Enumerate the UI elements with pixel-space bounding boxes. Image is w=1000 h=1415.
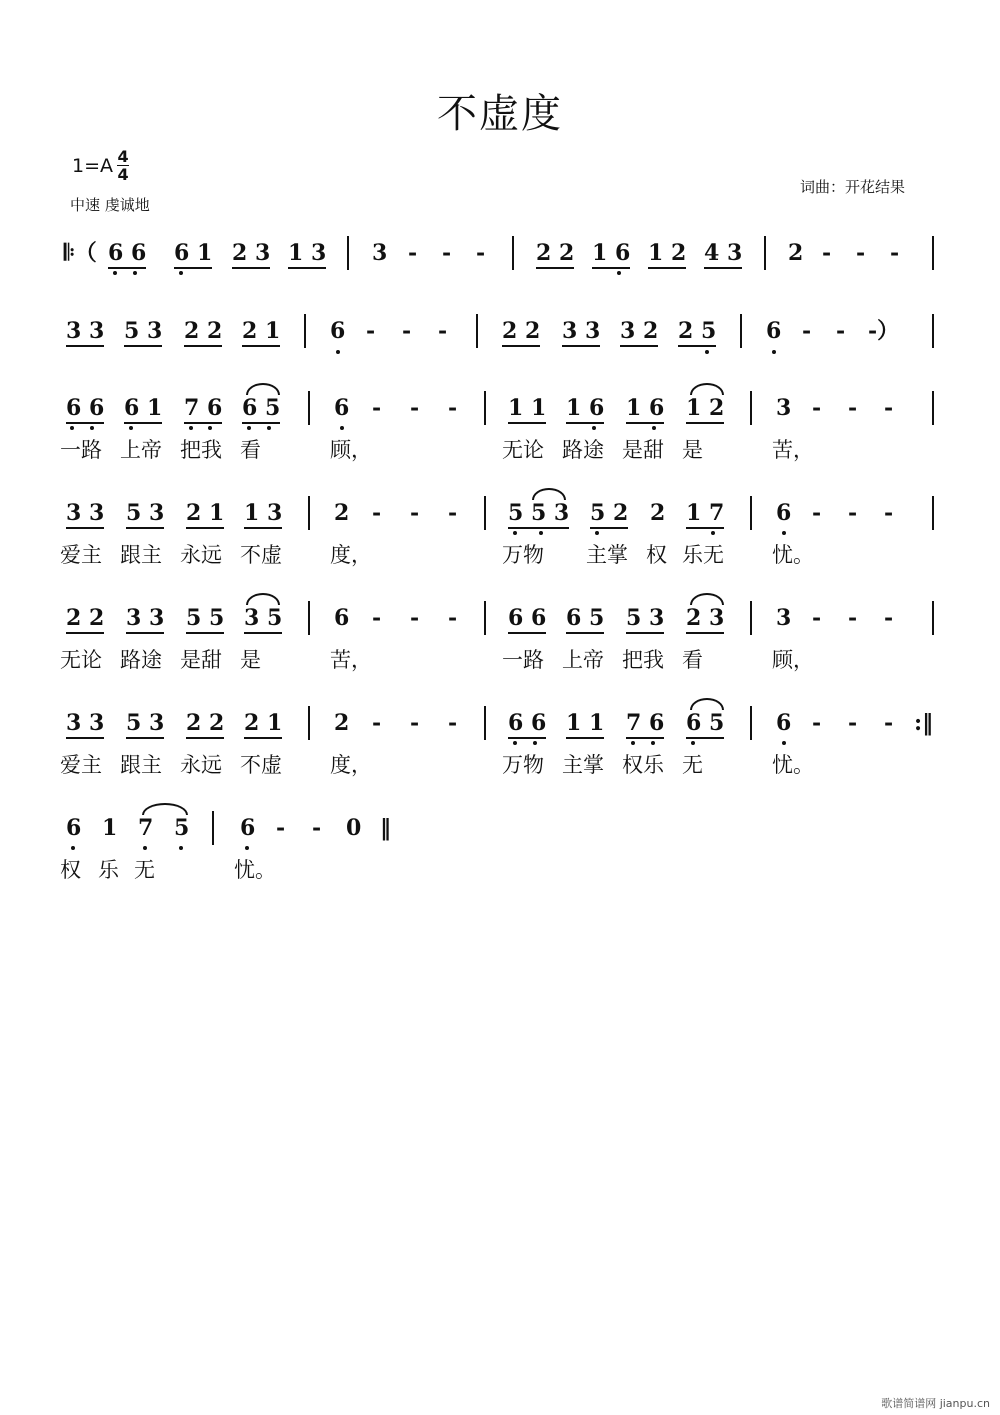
note-group: 3 3: [66, 710, 104, 739]
slur: [690, 698, 724, 710]
note-group: 1 6: [626, 395, 664, 424]
low-octave-dot: [513, 531, 517, 535]
note-group: 5 3: [126, 500, 164, 529]
lyric: 是: [240, 648, 261, 672]
dash: -: [884, 605, 894, 631]
dash: -: [276, 815, 286, 841]
slur: [690, 383, 724, 395]
lyric: 是: [682, 438, 703, 462]
note: 5: [174, 815, 190, 841]
note: 6: [776, 500, 792, 526]
note: 2: [650, 500, 666, 526]
dash: -: [802, 318, 812, 344]
note-group: 2 2: [502, 318, 540, 347]
dash: -: [312, 815, 322, 841]
key-label: 1=A: [72, 154, 114, 177]
time-signature-bottom: 4: [117, 165, 129, 184]
note-group: 1 2: [686, 395, 724, 424]
low-octave-dot: [617, 271, 621, 275]
slur: [142, 803, 188, 815]
note-group: 6 5: [686, 710, 724, 739]
note-group: 3 3: [66, 318, 104, 347]
note-group: 2 2: [536, 240, 574, 269]
low-octave-dot: [267, 426, 271, 430]
note-group: 2 2: [186, 710, 224, 739]
note-group: 5 5: [186, 605, 224, 634]
note-group: 6 5: [242, 395, 280, 424]
dash: -: [848, 710, 858, 736]
note-group: 7 6: [626, 710, 664, 739]
bar-line: [750, 391, 752, 425]
dash: -: [410, 605, 420, 631]
lyric: 不虚: [240, 753, 282, 777]
dash: -: [448, 710, 458, 736]
note: 6: [240, 815, 256, 841]
slur: [690, 593, 724, 605]
note: 7: [138, 815, 154, 841]
low-octave-dot: [336, 350, 340, 354]
note-group: 5 3: [126, 710, 164, 739]
bar-line: [932, 236, 934, 270]
note-group: 2 3: [686, 605, 724, 634]
lyric: 是甜: [180, 648, 222, 672]
low-octave-dot: [340, 426, 344, 430]
lyric: 万物: [502, 543, 544, 567]
dash: -: [476, 240, 486, 266]
note-group: 3 2: [620, 318, 658, 347]
dash: -: [372, 710, 382, 736]
dash: -: [812, 395, 822, 421]
slur: [246, 383, 280, 395]
note: 6: [334, 395, 350, 421]
note-group: 2 1: [242, 318, 280, 347]
lyric: 顾，: [330, 438, 372, 462]
note-group: 5 3: [626, 605, 664, 634]
watermark: 歌谱简谱网 jianpu.cn: [881, 1397, 990, 1410]
lyric: 把我: [622, 648, 664, 672]
bar-line: [932, 314, 934, 348]
rest: 0: [346, 815, 362, 841]
lyric: 一路: [60, 438, 102, 462]
repeat-start: 𝄆（: [64, 240, 97, 266]
low-octave-dot: [595, 531, 599, 535]
song-title: 不虚度: [437, 91, 563, 137]
dash: -: [448, 500, 458, 526]
tempo-marking: 中速 虔诚地: [70, 196, 150, 214]
dash: -: [448, 605, 458, 631]
bar-line: [308, 496, 310, 530]
dash-close-paren: -）: [868, 318, 900, 344]
dash: -: [836, 318, 846, 344]
note-group: 5 3: [124, 318, 162, 347]
low-octave-dot: [133, 271, 137, 275]
note-group: 2 2: [184, 318, 222, 347]
lyric: 乐无: [682, 543, 724, 567]
bar-line: [484, 496, 486, 530]
lyric: 永远: [180, 753, 222, 777]
lyric: 权乐: [622, 753, 664, 777]
lyric: 路途: [120, 648, 162, 672]
lyric: 主掌: [562, 753, 604, 777]
lyric: 把我: [180, 438, 222, 462]
lyric: 主掌: [586, 543, 628, 567]
lyric: 忧。: [772, 543, 814, 567]
lyric: 度，: [330, 543, 372, 567]
note-group: 2 1: [244, 710, 282, 739]
lyric: 忧。: [772, 753, 814, 777]
low-octave-dot: [90, 426, 94, 430]
bar-line: [304, 314, 306, 348]
time-signature: [117, 148, 129, 183]
note-group: 5 5 3: [508, 500, 569, 529]
note: 6: [766, 318, 782, 344]
lyric: 度，: [330, 753, 372, 777]
note-group: 6 1: [174, 240, 212, 269]
time-signature-top: 4: [117, 147, 129, 166]
note: 3: [776, 605, 792, 631]
low-octave-dot: [592, 426, 596, 430]
lyric: 上帝: [562, 648, 604, 672]
dash: -: [402, 318, 412, 344]
dash: -: [366, 318, 376, 344]
low-octave-dot: [782, 531, 786, 535]
note-group: 2 2: [66, 605, 104, 634]
note: 6: [334, 605, 350, 631]
low-octave-dot: [71, 846, 75, 850]
bar-line: [476, 314, 478, 348]
low-octave-dot: [208, 426, 212, 430]
low-octave-dot: [143, 846, 147, 850]
lyric: 权: [60, 858, 81, 882]
note-group: 6 6: [508, 710, 546, 739]
lyric: 苦，: [772, 438, 814, 462]
low-octave-dot: [652, 426, 656, 430]
dash: -: [410, 710, 420, 736]
dash: -: [884, 710, 894, 736]
dash: -: [890, 240, 900, 266]
note-group: 2 1: [186, 500, 224, 529]
lyric: 万物: [502, 753, 544, 777]
low-octave-dot: [179, 271, 183, 275]
note-group: 4 3: [704, 240, 742, 269]
bar-line: [347, 236, 349, 270]
lyric: 爱主: [60, 753, 102, 777]
bar-line: [750, 601, 752, 635]
note-group: 1 3: [244, 500, 282, 529]
lyric: 一路: [502, 648, 544, 672]
dash: -: [822, 240, 832, 266]
dash: -: [442, 240, 452, 266]
note: 2: [788, 240, 804, 266]
dash: -: [812, 605, 822, 631]
lyric: 看: [240, 438, 261, 462]
low-octave-dot: [70, 426, 74, 430]
lyric: 无论: [502, 438, 544, 462]
note-group: 2 3: [232, 240, 270, 269]
dash: -: [448, 395, 458, 421]
note-group: 6 1: [124, 395, 162, 424]
dash: -: [848, 395, 858, 421]
dash: -: [410, 500, 420, 526]
low-octave-dot: [772, 350, 776, 354]
low-octave-dot: [651, 741, 655, 745]
dash: -: [438, 318, 448, 344]
slur: [246, 593, 280, 605]
note: 2: [334, 500, 350, 526]
lyric: 无: [682, 753, 703, 777]
dash: -: [812, 500, 822, 526]
final-bar: ‖: [380, 815, 391, 841]
note: 6: [776, 710, 792, 736]
low-octave-dot: [782, 741, 786, 745]
lyric: 无: [134, 858, 155, 882]
score-line-2: [0, 318, 1000, 378]
lyric: 路途: [562, 438, 604, 462]
lyric: 无论: [60, 648, 102, 672]
bar-line: [484, 706, 486, 740]
note-group: 2 5: [678, 318, 716, 347]
bar-line: [308, 706, 310, 740]
repeat-end: :‖: [914, 710, 934, 736]
lyric: 苦，: [330, 648, 372, 672]
lyric: 跟主: [120, 753, 162, 777]
key-signature: [72, 148, 129, 183]
slur: [532, 488, 566, 500]
note-group: 3 3: [66, 500, 104, 529]
dash: -: [856, 240, 866, 266]
dash: -: [372, 395, 382, 421]
lyric: 永远: [180, 543, 222, 567]
bar-line: [764, 236, 766, 270]
low-octave-dot: [189, 426, 193, 430]
score-line-1: [0, 240, 1000, 300]
dash: -: [884, 395, 894, 421]
dash: -: [884, 500, 894, 526]
note-group: 1 6: [566, 395, 604, 424]
note-group: 1 1: [566, 710, 604, 739]
dash: -: [372, 500, 382, 526]
low-octave-dot: [631, 741, 635, 745]
low-octave-dot: [705, 350, 709, 354]
bar-line: [932, 391, 934, 425]
bar-line: [212, 811, 214, 845]
dash: -: [812, 710, 822, 736]
note-group: 6 6: [66, 395, 104, 424]
note: 6: [66, 815, 82, 841]
low-octave-dot: [245, 846, 249, 850]
composer-credit: 词曲：开花结果: [800, 178, 906, 196]
lyric: 是甜: [622, 438, 664, 462]
low-octave-dot: [711, 531, 715, 535]
note-group: 1 7: [686, 500, 724, 529]
bar-line: [484, 601, 486, 635]
lyric: 跟主: [120, 543, 162, 567]
dash: -: [372, 605, 382, 631]
note-group: 6 5: [566, 605, 604, 634]
low-octave-dot: [539, 531, 543, 535]
dash: -: [410, 395, 420, 421]
bar-line: [750, 496, 752, 530]
low-octave-dot: [513, 741, 517, 745]
lyric: 上帝: [120, 438, 162, 462]
lyric: 乐: [98, 858, 119, 882]
bar-line: [932, 496, 934, 530]
lyric: 不虚: [240, 543, 282, 567]
lyric: 顾，: [772, 648, 814, 672]
bar-line: [750, 706, 752, 740]
note-group: 6 6: [108, 240, 146, 269]
low-octave-dot: [179, 846, 183, 850]
note-group: 7 6: [184, 395, 222, 424]
note-group: 1 1: [508, 395, 546, 424]
bar-line: [308, 391, 310, 425]
low-octave-dot: [247, 426, 251, 430]
note-group: 3 3: [126, 605, 164, 634]
note: 3: [372, 240, 388, 266]
note: 6: [330, 318, 346, 344]
note-group: 1 6: [592, 240, 630, 269]
note-group: 6 6: [508, 605, 546, 634]
note-group: 3 3: [562, 318, 600, 347]
note: 1: [102, 815, 118, 841]
low-octave-dot: [691, 741, 695, 745]
bar-line: [308, 601, 310, 635]
note-group: 1 2: [648, 240, 686, 269]
dash: -: [848, 605, 858, 631]
bar-line: [932, 601, 934, 635]
note-group: 1 3: [288, 240, 326, 269]
lyric: 忧。: [234, 858, 276, 882]
low-octave-dot: [533, 741, 537, 745]
low-octave-dot: [113, 271, 117, 275]
note-group: 3 5: [244, 605, 282, 634]
lyric: 看: [682, 648, 703, 672]
note: 2: [334, 710, 350, 736]
lyric: 权: [646, 543, 667, 567]
note-group: 5 2: [590, 500, 628, 529]
dash: -: [408, 240, 418, 266]
lyric: 爱主: [60, 543, 102, 567]
bar-line: [484, 391, 486, 425]
note: 3: [776, 395, 792, 421]
dash: -: [848, 500, 858, 526]
low-octave-dot: [129, 426, 133, 430]
bar-line: [740, 314, 742, 348]
bar-line: [512, 236, 514, 270]
